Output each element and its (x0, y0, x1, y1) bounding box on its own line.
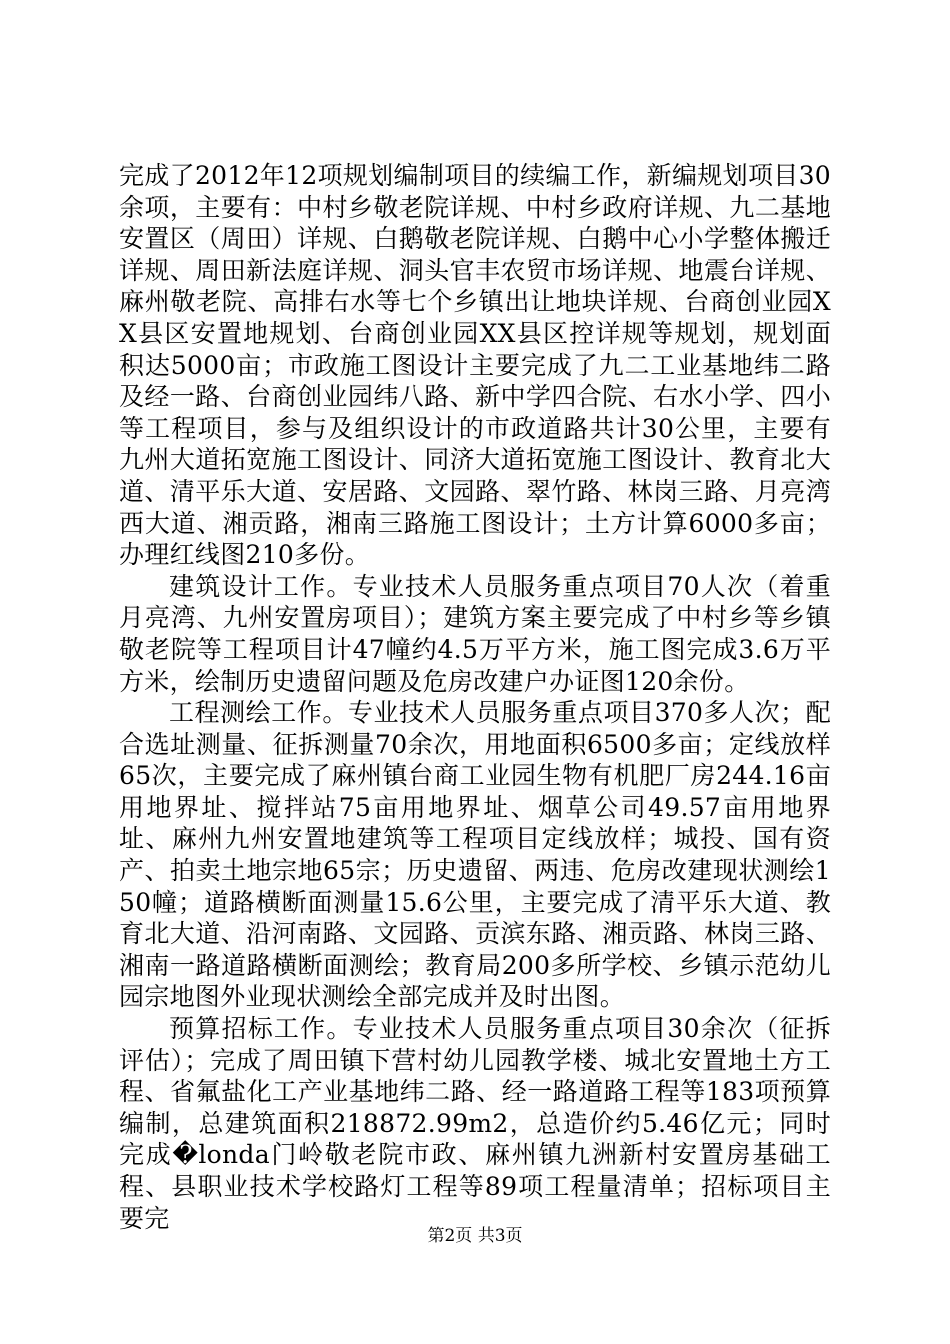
paragraph-architecture-design: 建筑设计工作。专业技术人员服务重点项目70人次（着重月亮湾、九州安置房项目）；建筑方案主要完成了中村乡等乡镇敬老院等工程项目计47幢约4.5万平方米，施工图完成3.6万平方米，绘制历史遗留问题及危房改建户办证图120余份。 (119, 571, 831, 696)
page-footer: 第2页 共3页 (427, 1226, 523, 1246)
paragraph-surveying: 工程测绘工作。专业技术人员服务重点项目370多人次；配合选址测量、征拆测量70余次，用地面积6500多亩；定线放样65次，主要完成了麻州镇台商工业园生物有机肥厂房244.16亩用地界址、搅拌站75亩用地界址、烟草公司49.57亩用地界址、麻州九州安置地建筑等工程项目定线放样；城投、国有资产、拍卖土地宗地65宗；历史遗留、两违、危房改建现状测绘150幢；道路横断面测量15.6公里，主要完成了清平乐大道、教育北大道、沿河南路、文园路、贡滨东路、湘贡路、林岗三路、湘南一路道路横断面测绘；教育局200多所学校、乡镇示范幼儿园宗地图外业现状测绘全部完成并及时出图。 (119, 698, 831, 1012)
paragraph-planning: 完成了2012年12项规划编制项目的续编工作，新编规划项目30余项，主要有：中村乡敬老院详规、中村乡政府详规、九二基地安置区（周田）详规、白鹅敬老院详规、白鹅中心小学整体搬迁详规、周田新法庭详规、洞头官丰农贸市场详规、地震台详规、麻州敬老院、高排右水等七个乡镇出让地块详规、台商创业园XX县区安置地规划、台商创业园XX县区控详规等规划，规划面积达5000亩；市政施工图设计主要完成了九二工业基地纬二路及经一路、台商创业园纬八路、新中学四合院、右水小学、四小等工程项目，参与及组织设计的市政道路共计30公里，主要有九州大道拓宽施工图设计、同济大道拓宽施工图设计、教育北大道、清平乐大道、安居路、文园路、翠竹路、林岗三路、月亮湾西大道、湘贡路，湘南三路施工图设计；土方计算6000多亩；办理红线图210多份。 (119, 161, 831, 570)
document-body (119, 160, 831, 1234)
paragraph-budget-bidding: 预算招标工作。专业技术人员服务重点项目30余次（征拆评估）；完成了周田镇下营村幼儿园教学楼、城北安置地土方工程、省氟盐化工产业基地纬二路、经一路道路工程等183项预算编制，总建筑面积218872.99m2，总造价约5.46亿元；同时完成�londa门岭敬老院市政、麻州镇九洲新村安置房基础工程、县职业技术学校路灯工程等89项工程量清单；招标项目主要完 (119, 1014, 831, 1233)
